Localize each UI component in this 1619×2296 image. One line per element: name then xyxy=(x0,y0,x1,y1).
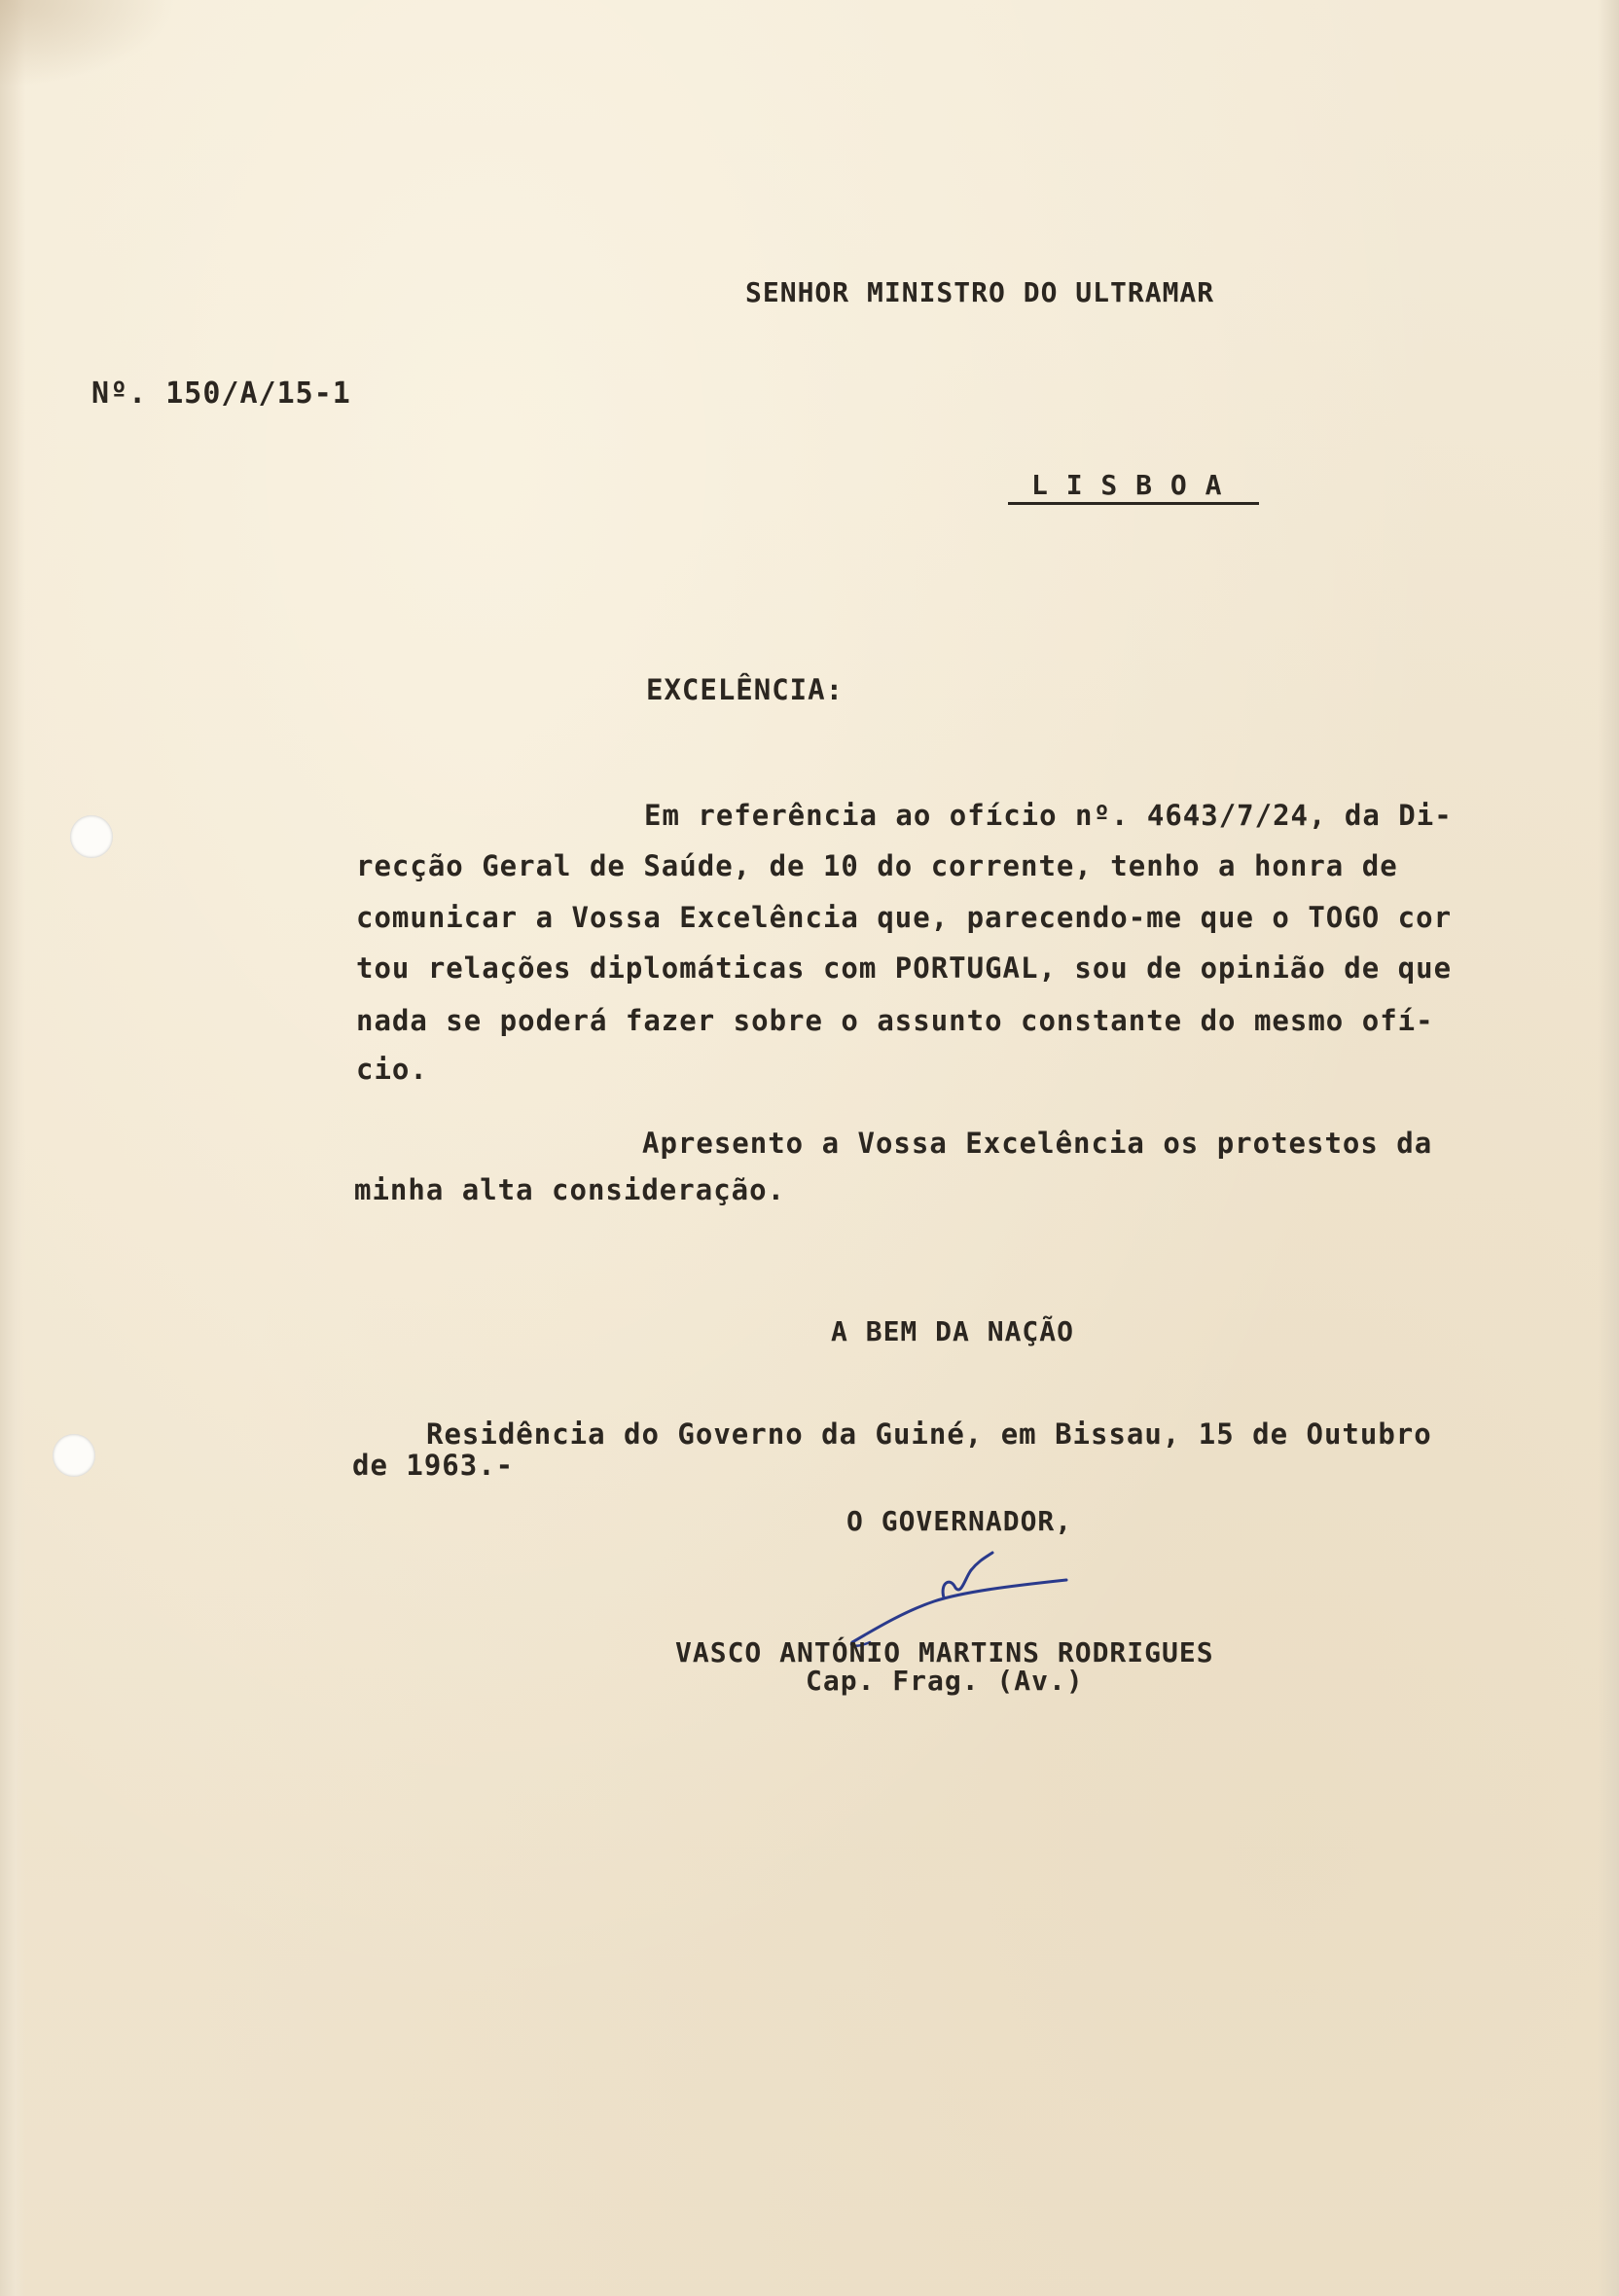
city: L I S B O A xyxy=(1031,469,1223,501)
signatory-title: O GOVERNADOR, xyxy=(846,1505,1073,1537)
signatory-rank: Cap. Frag. (Av.) xyxy=(806,1665,1084,1697)
body-line-6: cio. xyxy=(356,1053,428,1086)
body-line-1: Em referência ao ofício nº. 4643/7/24, da Di- xyxy=(644,799,1453,832)
paper-left-edge xyxy=(0,0,25,2296)
body-line-5: nada se poderá fazer sobre o assunto constante do mesmo ofí- xyxy=(356,1004,1434,1037)
place-date-line-1: Residência do Governo da Guiné, em Bissau, 15 de Outubro xyxy=(426,1417,1432,1451)
signatory-name: VASCO ANTÓNIO MARTINS RODRIGUES xyxy=(675,1636,1214,1668)
motto: A BEM DA NAÇÃO xyxy=(831,1315,1075,1347)
reference-number: Nº. 150/A/15-1 xyxy=(91,377,351,411)
salutation: EXCELÊNCIA: xyxy=(646,673,845,706)
addressee: SENHOR MINISTRO DO ULTRAMAR xyxy=(745,276,1215,308)
place-date-line-2: de 1963.- xyxy=(352,1449,515,1482)
punch-hole-lower xyxy=(53,1434,95,1477)
punch-hole-upper xyxy=(70,815,113,858)
body-line-2: recção Geral de Saúde, de 10 do corrente, tenho a honra de xyxy=(356,849,1398,882)
body-line-3: comunicar a Vossa Excelência que, parecendo-me que o TOGO cor xyxy=(356,901,1453,934)
paper-right-edge xyxy=(1598,0,1619,2296)
closing-line-1: Apresento a Vossa Excelência os protestos da xyxy=(642,1127,1433,1160)
city-underline xyxy=(1008,502,1259,505)
paper-worn-corner xyxy=(0,0,175,88)
body-line-4: tou relações diplomáticas com PORTUGAL, sou de opinião de que xyxy=(356,951,1453,985)
closing-line-2: minha alta consideração. xyxy=(354,1173,786,1206)
